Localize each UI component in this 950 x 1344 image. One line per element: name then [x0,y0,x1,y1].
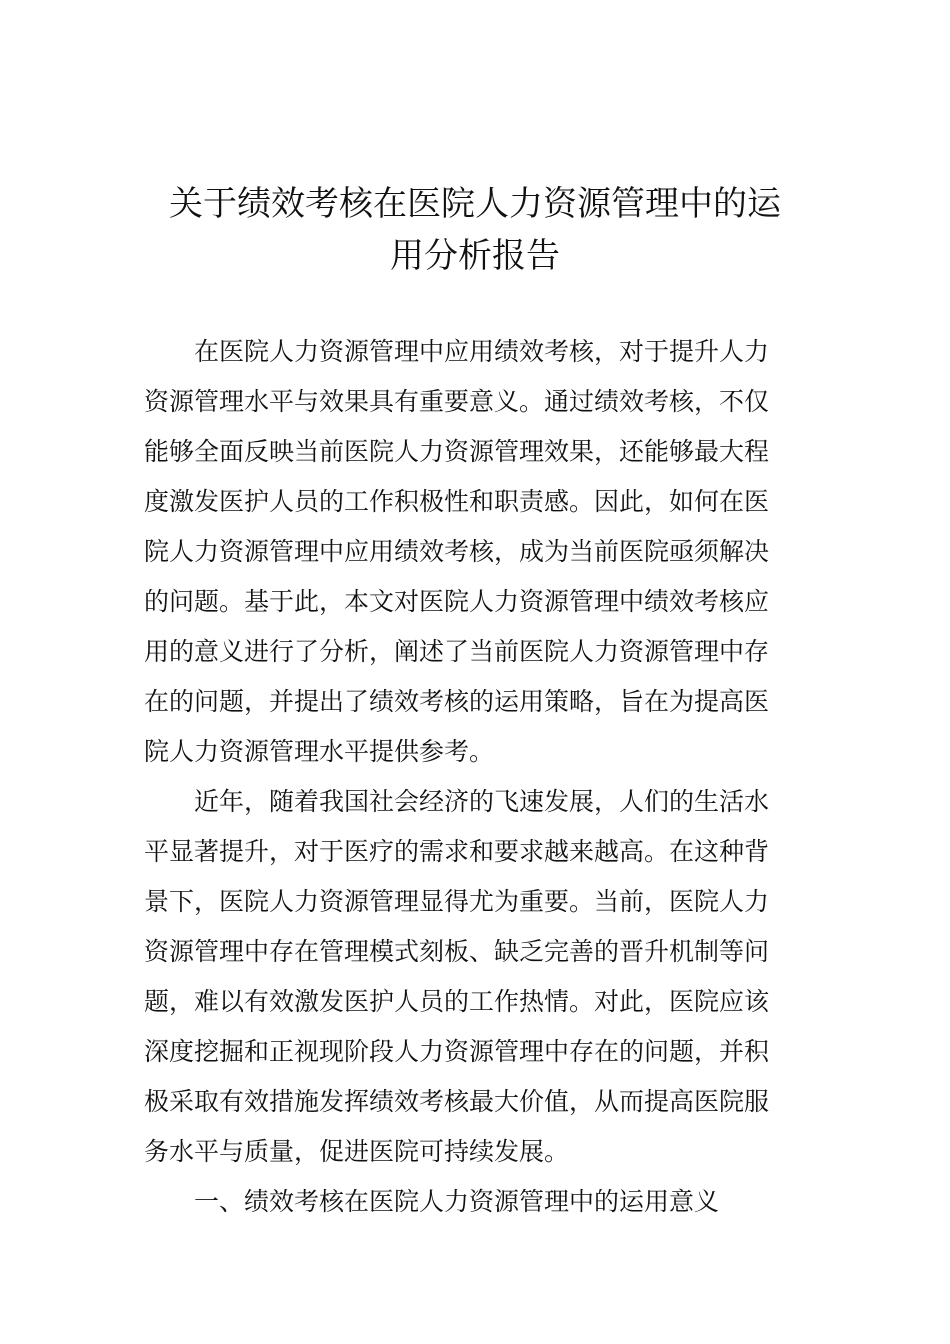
text-line: 用的意义进行了分析，阐述了当前医院人力资源管理中存 [144,637,770,666]
text-line: 平显著提升，对于医疗的需求和要求越来越高。在这种背 [144,837,770,866]
text-line: 深度挖掘和正视现阶段人力资源管理中存在的问题，并积 [144,1037,770,1066]
text-line: 近年，随着我国社会经济的飞速发展，人们的生活水 [194,787,770,816]
text-line: 景下，医院人力资源管理显得尤为重要。当前，医院人力 [144,887,770,916]
section-heading: 一、绩效考核在医院人力资源管理中的运用意义 [194,1187,720,1216]
text-line: 务水平与质量，促进医院可持续发展。 [144,1137,570,1166]
text-line: 资源管理中存在管理模式刻板、缺乏完善的晋升机制等问 [144,937,770,966]
text-line: 资源管理水平与效果具有重要意义。通过绩效考核，不仅 [144,387,770,416]
text-line: 的问题。基于此，本文对医院人力资源管理中绩效考核应 [144,587,770,616]
text-line: 能够全面反映当前医院人力资源管理效果，还能够最大程 [144,437,770,466]
paragraph-intro [144,327,810,777]
document-body [144,327,810,1227]
text-line: 在医院人力资源管理中应用绩效考核，对于提升人力 [194,337,770,366]
document-title-line-1: 关于绩效考核在医院人力资源管理中的运 [169,184,781,224]
text-line: 院人力资源管理水平提供参考。 [144,737,495,766]
paragraph-background [144,777,810,1177]
text-line: 在的问题，并提出了绩效考核的运用策略，旨在为提高医 [144,687,770,716]
document-title-line-2: 用分析报告 [390,236,560,276]
document-title [140,178,810,282]
text-line: 极采取有效措施发挥绩效考核最大价值，从而提高医院服 [144,1087,770,1116]
text-line: 题，难以有效激发医护人员的工作热情。对此，医院应该 [144,987,770,1016]
text-line: 度激发医护人员的工作积极性和职责感。因此，如何在医 [144,487,770,516]
text-line: 院人力资源管理中应用绩效考核，成为当前医院亟须解决 [144,537,770,566]
